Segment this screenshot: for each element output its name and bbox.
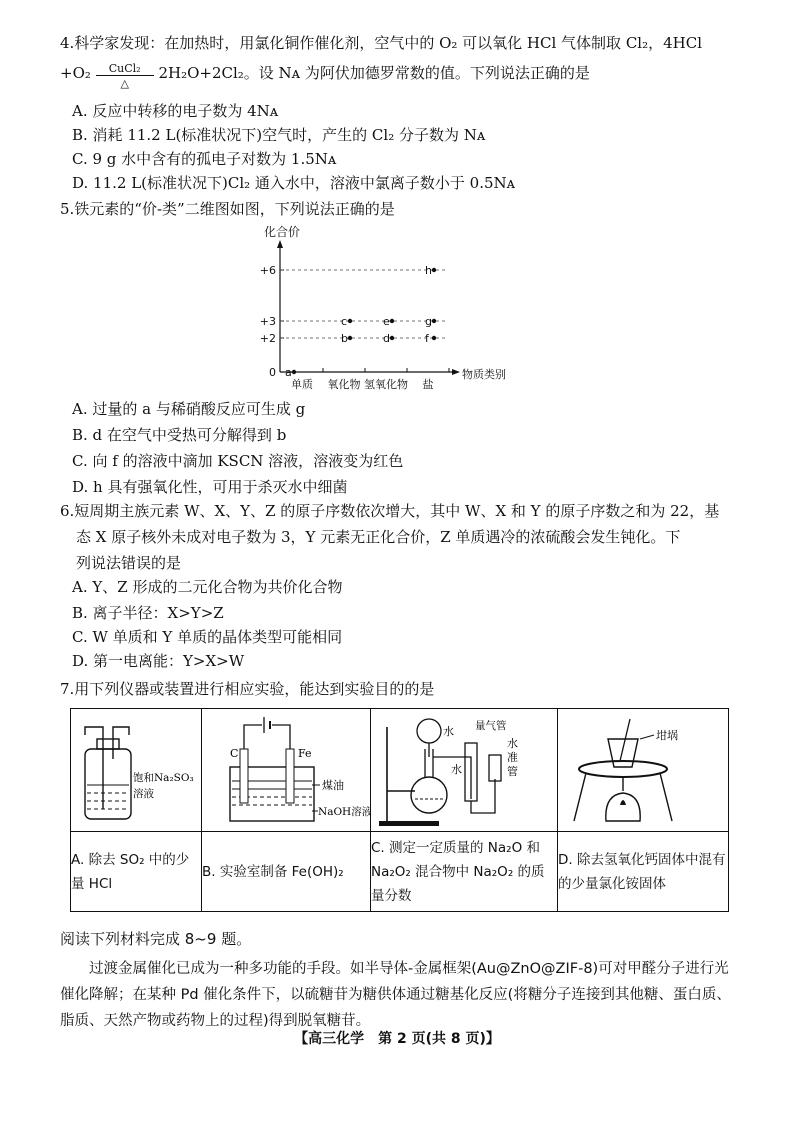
point-label-e: e [383,315,390,328]
x-category-label-1: 氧化物 [327,378,361,391]
q4-equation [60,61,590,90]
q5-option-a: A. 过量的 a 与稀硝酸反应可生成 g [72,400,306,418]
reaction-arrow [96,61,154,90]
q6-stem-line1: 6.短周期主族元素 W、X、Y、Z 的原子序数依次增大，其中 W、X 和 Y 的原子序数之和为 22，基 [60,502,720,520]
catalyst-label: CuCl₂ [108,61,141,75]
data-point-a [292,370,296,374]
na2so3-label: 饱和Na₂SO₃ [133,772,194,784]
apparatus-d [558,709,729,832]
point-label-d: d [383,332,390,345]
page-footer: 【高三化学 第 2 页(共 8 页)】 [294,1031,500,1047]
y-tick-label-3: +6 [259,264,276,277]
y-tick-label-2: +3 [259,315,276,328]
data-point-e [390,319,394,323]
x-category-label-0: 单质 [291,378,313,391]
apparatus-row [71,709,729,832]
x-category-label-3: 盐 [422,378,434,391]
q6-stem-line3: 列说法错误的是 [76,554,182,572]
q6-option-b: B. 离子半径：X>Y>Z [72,604,224,622]
q5-option-b: B. d 在空气中受热可分解得到 b [72,426,287,444]
x-category-label-2: 氢氧化物 [364,378,408,391]
q6-option-c: C. W 单质和 Y 单质的晶体类型可能相同 [72,628,343,646]
water-funnel-label: 水 [443,725,454,738]
data-point-f [432,336,436,340]
point-label-c: c [341,315,348,328]
caption-c: C. 测定一定质量的 Na₂O 和 Na₂O₂ 混合物中 Na₂O₂ 的质量分数 [371,832,558,912]
q6-option-a: A. Y、Z 形成的二元化合物为共价化合物 [72,578,343,596]
apparatus-b [202,709,371,832]
apparatus-a [71,709,202,832]
apparatus-c [371,709,558,832]
data-point-b [348,336,352,340]
crucible-heating-icon [558,709,728,831]
leveling-tube-label-1: 水 [507,737,518,750]
q7-stem: 7.用下列仪器或装置进行相应实验，能达到实验目的的是 [60,680,435,698]
q5-option-c: C. 向 f 的溶液中滴加 KSCN 溶液，溶液变为红色 [72,452,404,470]
q5-stem: 5.铁元素的“价-类”二维图如图，下列说法正确的是 [60,200,395,218]
chart-ylabel: 化合价 [264,225,301,239]
gas-burette-label: 量气管 [475,720,507,732]
data-point-g [432,319,436,323]
q4-stem: 4.科学家发现：在加热时，用氯化铜作催化剂，空气中的 O₂ 可以氧化 HCl 气体制取 Cl₂，4HCl [60,34,703,52]
valence-category-chart [250,222,530,392]
data-point-c [348,319,352,323]
q4-equation-right: 2H₂O+2Cl₂。设 Nᴀ 为阿伏加德罗常数的值。下列说法正确的是 [158,64,590,82]
carbon-electrode-label: C [230,747,239,760]
water-label: 水 [451,763,462,776]
data-point-d [390,336,394,340]
iron-electrode-label: Fe [298,747,312,760]
leveling-tube-label-3: 管 [507,765,518,778]
q4-equation-left: +O₂ [60,64,91,82]
y-axis-arrow [277,240,283,248]
y-tick-label-0: 0 [269,366,276,379]
gas-measuring-apparatus-icon [371,709,557,831]
q6-stem-line2: 态 X 原子核外未成对电子数为 3，Y 元素无正化合价，Z 单质遇冷的浓硫酸会发生钝化。下 [76,528,681,546]
q4-option-c: C. 9 g 水中含有的孤电子对数为 1.5Nᴀ [72,150,337,168]
q4-option-d: D. 11.2 L(标准状况下)Cl₂ 通入水中，溶液中氯离子数小于 0.5Nᴀ [72,174,516,192]
point-label-g: g [425,315,432,328]
caption-row [71,832,729,912]
experiment-table [70,708,729,912]
q5-option-d: D. h 具有强氧化性，可用于杀灭水中细菌 [72,478,348,496]
caption-d: D. 除去氢氧化钙固体中混有的少量氯化铵固体 [558,832,729,912]
caption-b: B. 实验室制备 Fe(OH)₂ [202,832,371,912]
q4-option-b: B. 消耗 11.2 L(标准状况下)空气时，产生的 Cl₂ 分子数为 Nᴀ [72,126,486,144]
electrolysis-cell-icon [202,709,370,831]
kerosene-label: 煤油 [322,779,344,792]
x-axis-arrow [452,369,460,375]
reading-intro: 阅读下列材料完成 8~9 题。 [60,930,252,948]
q6-option-d: D. 第一电离能：Y>X>W [72,652,245,670]
crucible-label: 坩埚 [656,729,678,742]
heat-label: △ [120,76,129,90]
caption-a: A. 除去 SO₂ 中的少量 HCl [71,832,202,912]
solution-label: 溶液 [133,788,154,800]
point-label-h: h [425,264,432,277]
data-point-h [432,268,436,272]
point-label-a: a [285,366,292,379]
point-label-f: f [425,332,429,345]
point-label-b: b [341,332,348,345]
reading-paragraph: 过渡金属催化已成为一种多功能的手段。如半导体-金属框架(Au@ZnO@ZIF-8)可对甲醛分子进行光催化降解；在某种 Pd 催化条件下，以硫糖苷为糖供体通过糖基化反应(将糖分子连接到其他糖、蛋白质、脂质、天然产物或药物上的过程)得到脱氧糖苷。 [60,961,731,1029]
q4-option-a: A. 反应中转移的电子数为 4Nᴀ [72,102,279,120]
leveling-tube-label-2: 准 [507,751,518,764]
chart-xlabel: 物质类别 [462,368,506,381]
naoh-label: NaOH溶液 [318,806,370,818]
y-tick-label-1: +2 [259,332,276,345]
gas-washing-bottle-icon [71,709,201,831]
